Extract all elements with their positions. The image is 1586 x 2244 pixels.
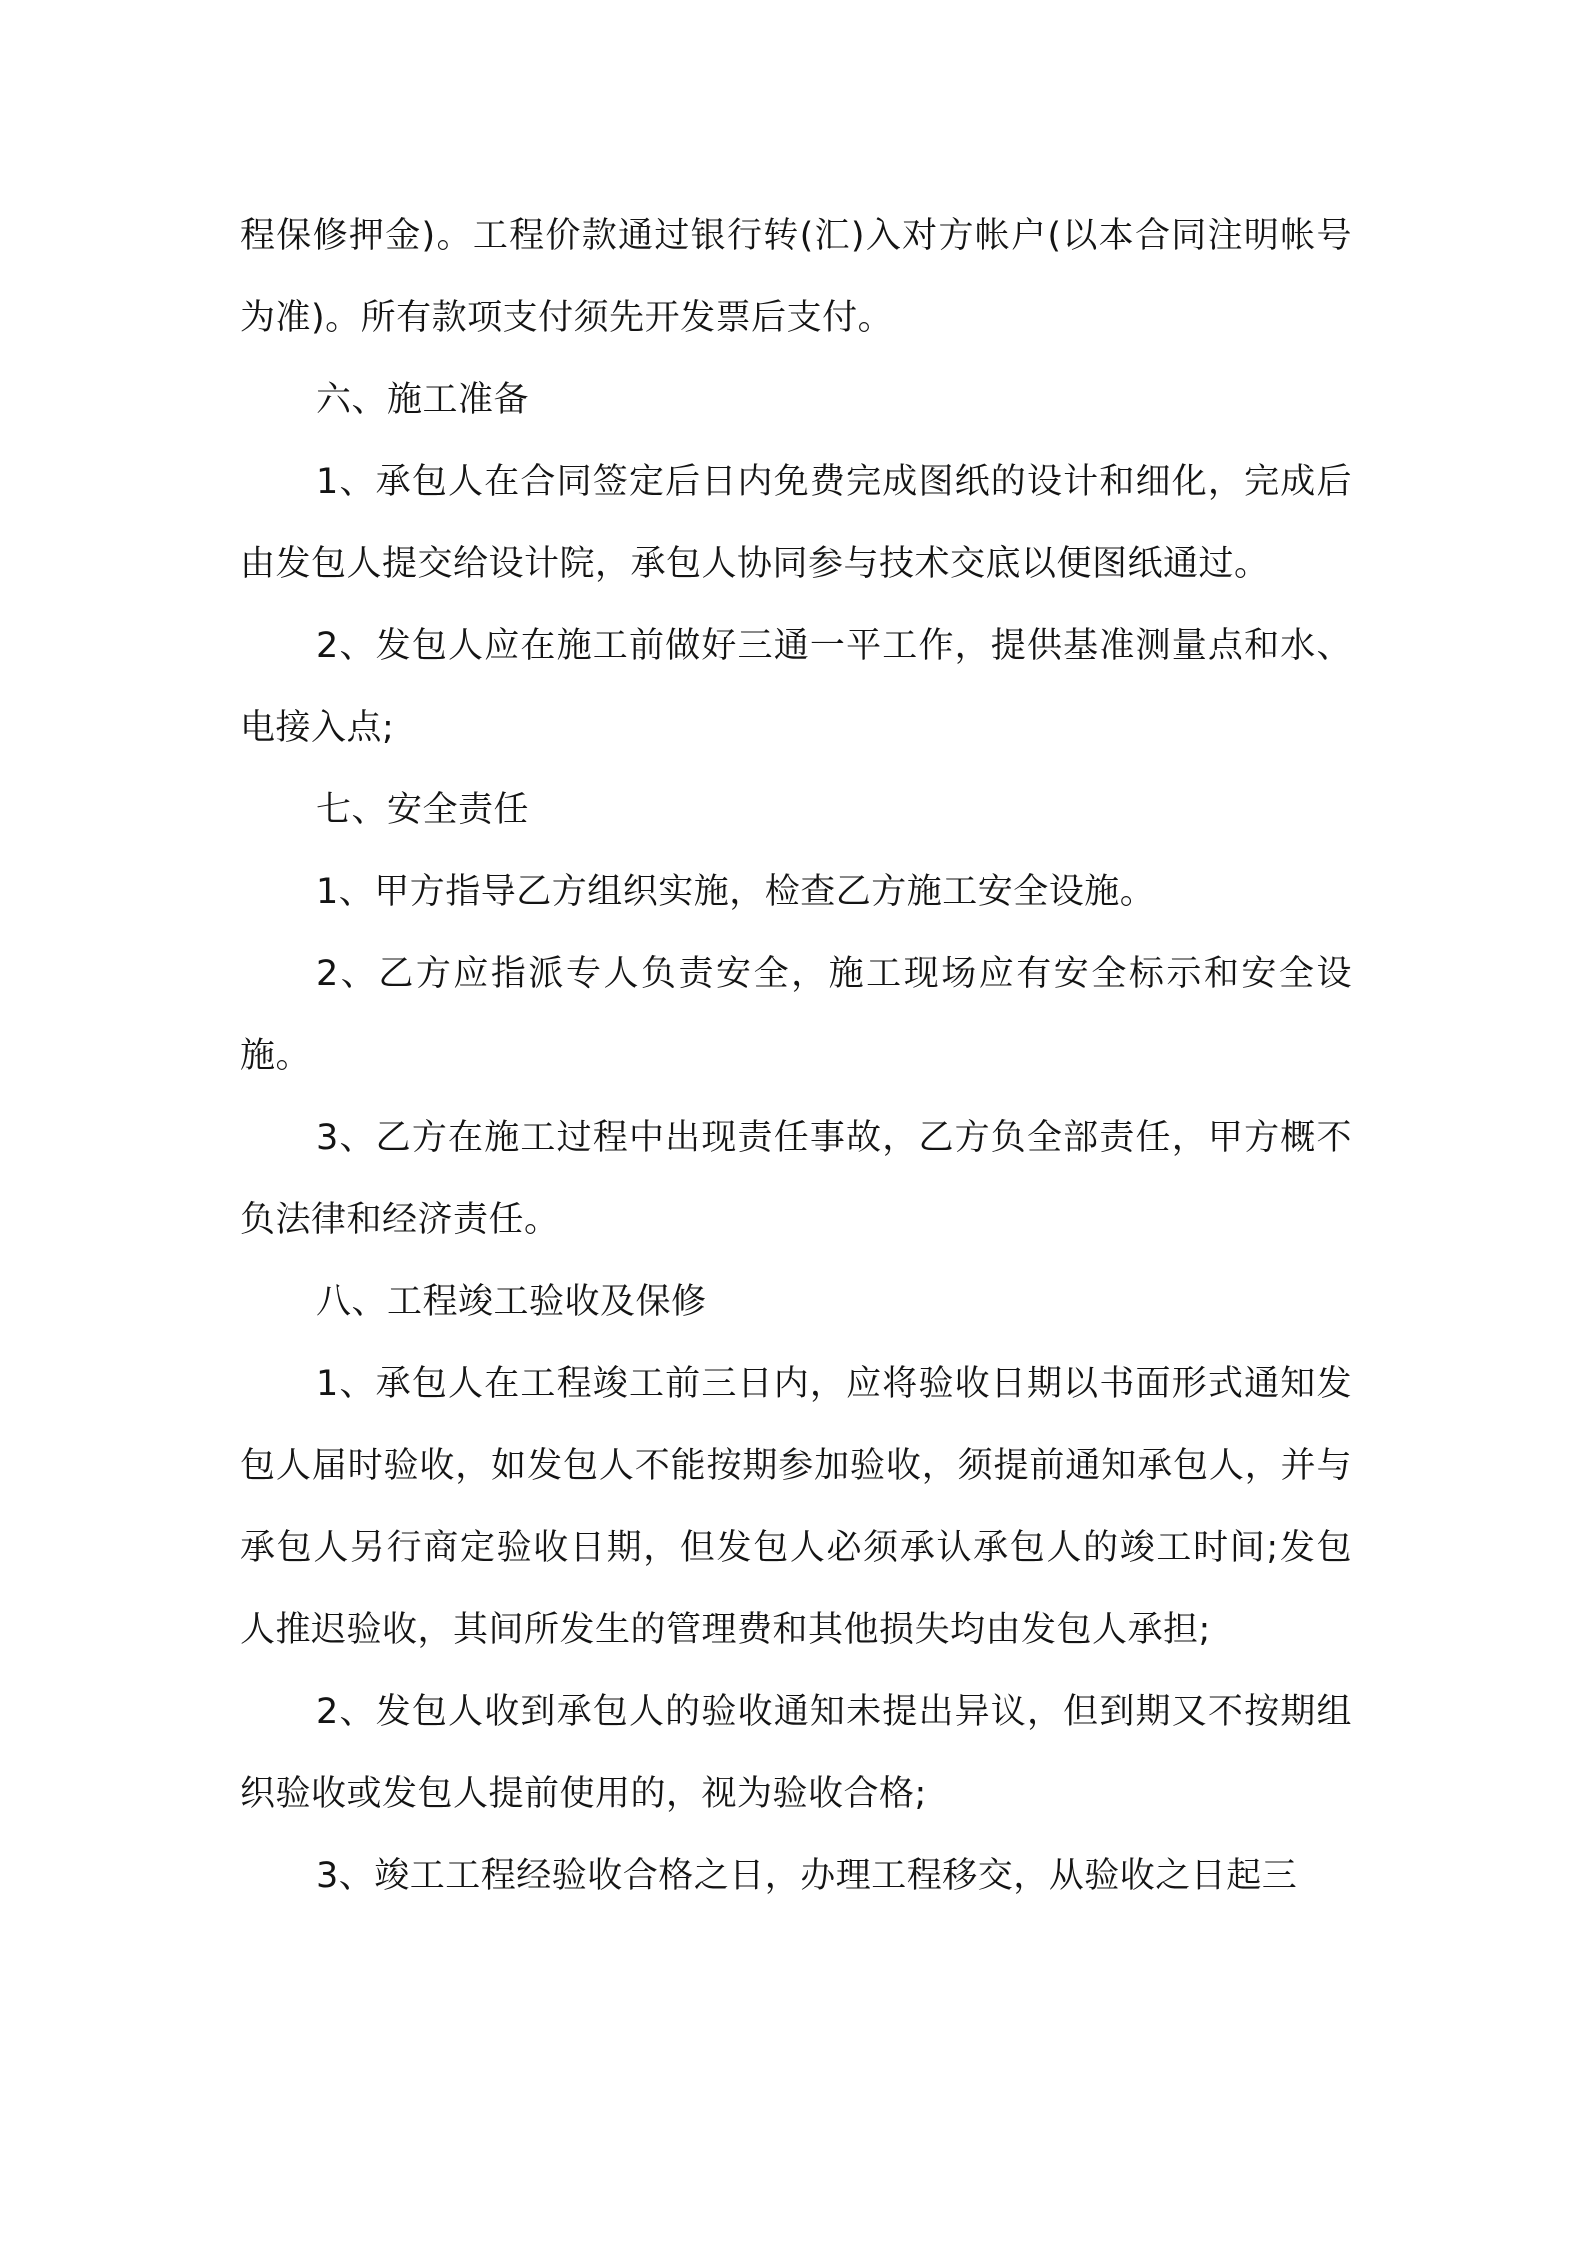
paragraph-payment-terms: 程保修押金)。工程价款通过银行转(汇)入对方帐户(以本合同注明帐号为准)。所有款项支付须先开发票后支付。: [240, 216, 1352, 338]
paragraph-acceptance-item-1: 1、承包人在工程竣工前三日内，应将验收日期以书面形式通知发包人届时验收，如发包人不能按期参加验收，须提前通知承包人，并与承包人另行商定验收日期，但发包人必须承认承包人的竣工时间;发包人推迟验收，其间所发生的管理费和其他损失均由发包人承担;: [240, 1364, 1352, 1650]
section-heading-safety-responsibility: 七、安全责任: [316, 790, 530, 830]
paragraph-safety-item-3: 3、乙方在施工过程中出现责任事故，乙方负全部责任，甲方概不负法律和经济责任。: [240, 1118, 1352, 1240]
paragraph-safety-item-1: 1、甲方指导乙方组织实施，检查乙方施工安全设施。: [316, 872, 1156, 912]
section-heading-construction-preparation: 六、施工准备: [316, 380, 530, 420]
paragraph-acceptance-item-3: 3、竣工工程经验收合格之日，办理工程移交，从验收之日起三: [316, 1856, 1298, 1896]
paragraph-prep-item-2: 2、发包人应在施工前做好三通一平工作，提供基准测量点和水、电接入点;: [240, 626, 1352, 748]
document-body: [240, 195, 1352, 1917]
paragraph-acceptance-item-2: 2、发包人收到承包人的验收通知未提出异议，但到期又不按期组织验收或发包人提前使用的，视为验收合格;: [240, 1692, 1352, 1814]
paragraph-prep-item-1: 1、承包人在合同签定后日内免费完成图纸的设计和细化，完成后由发包人提交给设计院，承包人协同参与技术交底以便图纸通过。: [240, 462, 1352, 584]
paragraph-safety-item-2: 2、乙方应指派专人负责安全，施工现场应有安全标示和安全设施。: [240, 954, 1352, 1076]
section-heading-acceptance-warranty: 八、工程竣工验收及保修: [316, 1282, 707, 1322]
